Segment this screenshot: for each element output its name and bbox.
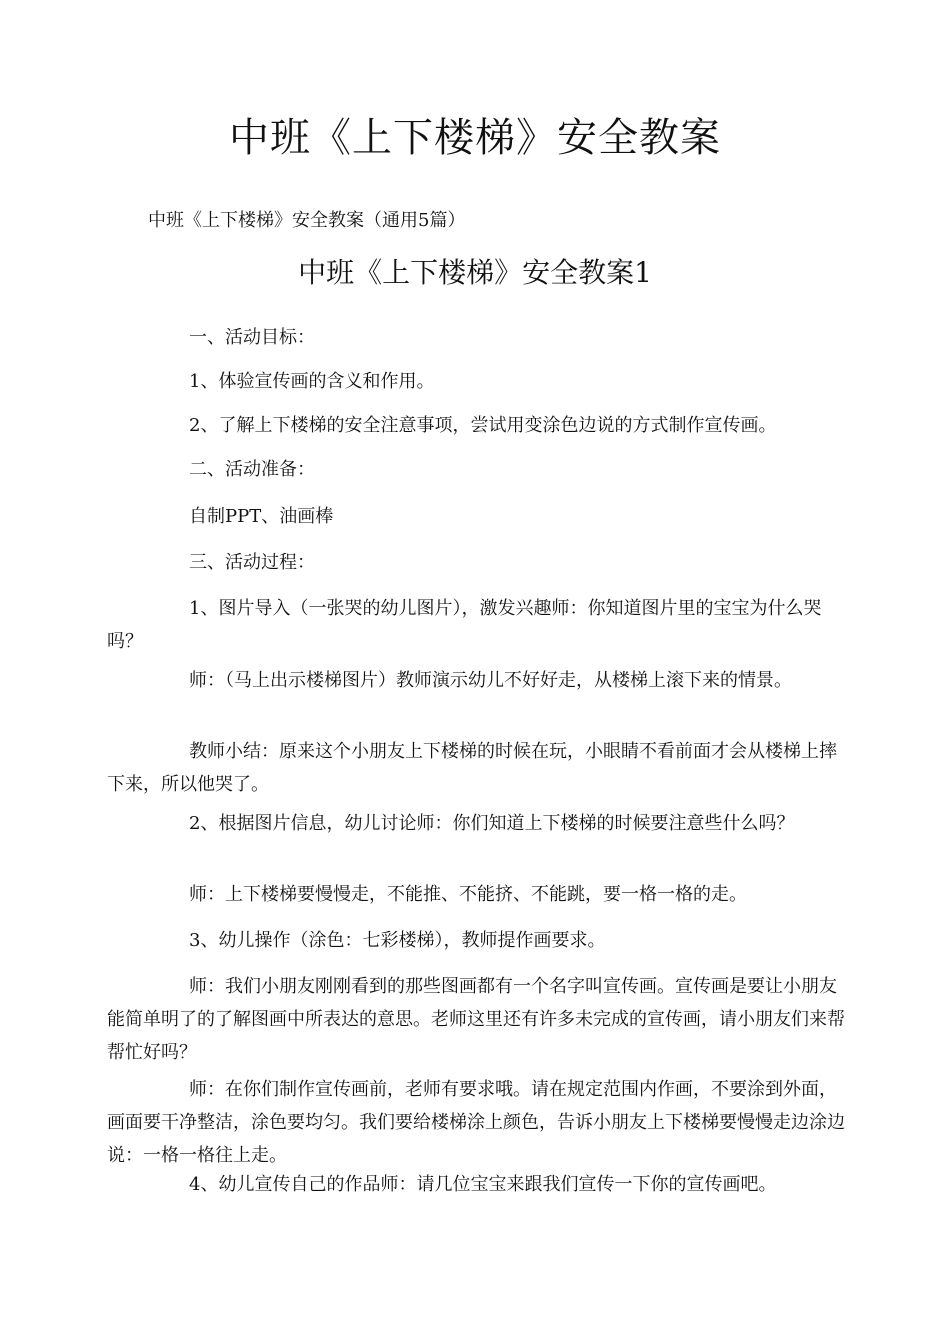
paragraph: 教师小结：原来这个小朋友上下楼梯的时候在玩，小眼睛不看前面才会从楼梯上摔下来，所以他哭了。	[107, 741, 837, 795]
paragraph: 2、了解上下楼梯的安全注意事项，尝试用变涂色边说的方式制作宣传画。	[189, 415, 777, 436]
paragraph: 2、根据图片信息，幼儿讨论师：你们知道上下楼梯的时候要注意些什么吗？	[189, 813, 795, 834]
paragraph: 1、图片导入（一张哭的幼儿图片），激发兴趣师：你知道图片里的宝宝为什么哭吗？	[107, 598, 822, 652]
paragraph: 自制PPT、油画棒	[189, 506, 334, 527]
paragraph: 师：（马上出示楼梯图片）教师演示幼儿不好好走，从楼梯上滚下来的情景。	[189, 670, 792, 691]
document-subtitle: 中班《上下楼梯》安全教案（通用5篇）	[148, 210, 466, 231]
paragraph: 4、幼儿宣传自己的作品师：请几位宝宝来跟我们宣传一下你的宣传画吧。	[189, 1174, 777, 1195]
paragraph: 师：在你们制作宣传画前，老师有要求哦。请在规定范围内作画，不要涂到外面，画面要干净整洁，涂色要均匀。我们要给楼梯涂上颜色，告诉小朋友上下楼梯要慢慢走边涂边说：一格一格往上走。	[107, 1079, 845, 1166]
paragraph: 师：上下楼梯要慢慢走，不能推、不能挤、不能跳，要一格一格的走。	[189, 884, 747, 905]
paragraph: 1、体验宣传画的含义和作用。	[189, 371, 435, 392]
document-title: 中班《上下楼梯》安全教案	[229, 115, 721, 161]
paragraph: 一、活动目标：	[189, 327, 315, 348]
paragraph: 师：我们小朋友刚刚看到的那些图画都有一个名字叫宣传画。宣传画是要让小朋友能简单明了的了解图画中所表达的意思。老师这里还有许多未完成的宣传画，请小朋友们来帮帮忙好吗？	[107, 976, 845, 1063]
paragraph: 三、活动过程：	[189, 552, 315, 573]
section-title: 中班《上下楼梯》安全教案1	[298, 256, 652, 289]
paragraph: 二、活动准备：	[189, 459, 315, 480]
paragraph: 3、幼儿操作（涂色：七彩楼梯），教师提作画要求。	[189, 930, 606, 951]
